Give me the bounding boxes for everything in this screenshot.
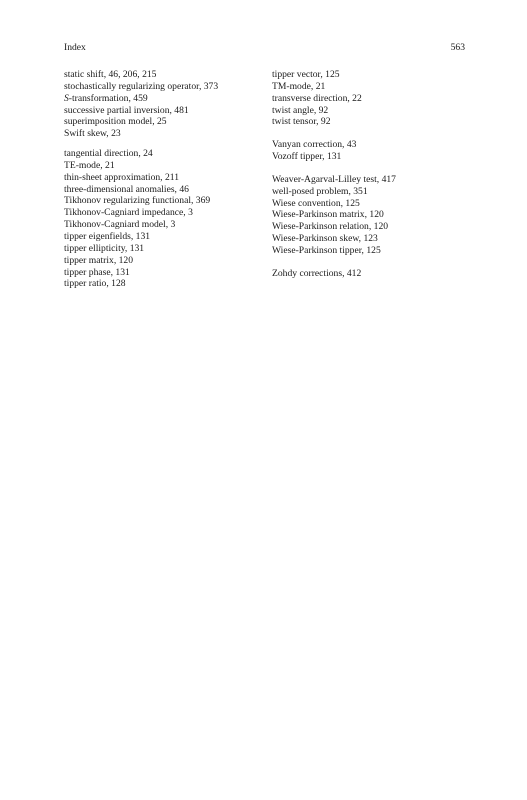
index-entry: three-dimensional anomalies, 46	[64, 183, 189, 195]
index-group-t-cont	[272, 69, 472, 128]
index-entry: superimposition model, 25	[64, 116, 167, 128]
index-entry: Swift skew, 23	[64, 128, 121, 140]
index-entry: tipper vector, 125	[272, 69, 340, 80]
index-entry: tipper ratio, 128	[64, 278, 126, 290]
index-entry: TE-mode, 21	[64, 159, 115, 171]
index-column-left	[64, 69, 264, 290]
index-entry: Wiese-Parkinson tipper, 125	[272, 244, 381, 256]
index-entry: Tikhonov-Cagniard model, 3	[64, 219, 176, 231]
page-number: 563	[450, 42, 465, 53]
index-entry: stochastically regularizing operator, 373	[64, 80, 219, 92]
index-entry: tipper matrix, 120	[64, 254, 134, 266]
index-entry: successive partial inversion, 481	[64, 104, 189, 116]
index-entry: TM-mode, 21	[272, 80, 326, 92]
italic-letter: S	[64, 92, 69, 104]
index-entry: Wiese-Parkinson relation, 120	[272, 221, 389, 233]
index-entry: Wiese convention, 125	[272, 197, 360, 209]
index-entry: Weaver-Agarval-Lilley test, 417	[272, 173, 396, 185]
index-column-right	[272, 69, 472, 280]
index-entry: S-transformation, 459	[64, 92, 148, 104]
index-entry: tipper phase, 131	[64, 266, 130, 278]
index-entry: static shift, 46, 206, 215	[64, 69, 157, 80]
index-group-s	[64, 69, 264, 140]
index-entry: Zohdy corrections, 412	[272, 267, 362, 279]
index-group-t	[64, 148, 264, 290]
index-entry: tangential direction, 24	[64, 148, 153, 160]
index-entry: Wiese-Parkinson matrix, 120	[272, 209, 384, 221]
index-entry: Wiese-Parkinson skew, 123	[272, 233, 378, 245]
index-entry: twist tensor, 92	[272, 116, 331, 128]
index-entry: tipper eigenfields, 131	[64, 230, 151, 242]
index-group-z	[272, 268, 472, 280]
index-entry: twist angle, 92	[272, 104, 329, 116]
index-entry: thin-sheet approximation, 211	[64, 171, 180, 183]
index-group-v	[272, 139, 472, 163]
index-entry: Vanyan correction, 43	[272, 139, 357, 151]
index-entry: well-posed problem, 351	[272, 185, 368, 197]
index-group-w	[272, 174, 472, 257]
index-entry: transverse direction, 22	[272, 92, 362, 104]
index-entry: Tikhonov-Cagniard impedance, 3	[64, 207, 193, 219]
index-entry: Vozoff tipper, 131	[272, 151, 342, 163]
index-entry: tipper ellipticity, 131	[64, 242, 145, 254]
running-head: Index	[64, 42, 86, 53]
index-entry: Tikhonov regularizing functional, 369	[64, 195, 211, 207]
